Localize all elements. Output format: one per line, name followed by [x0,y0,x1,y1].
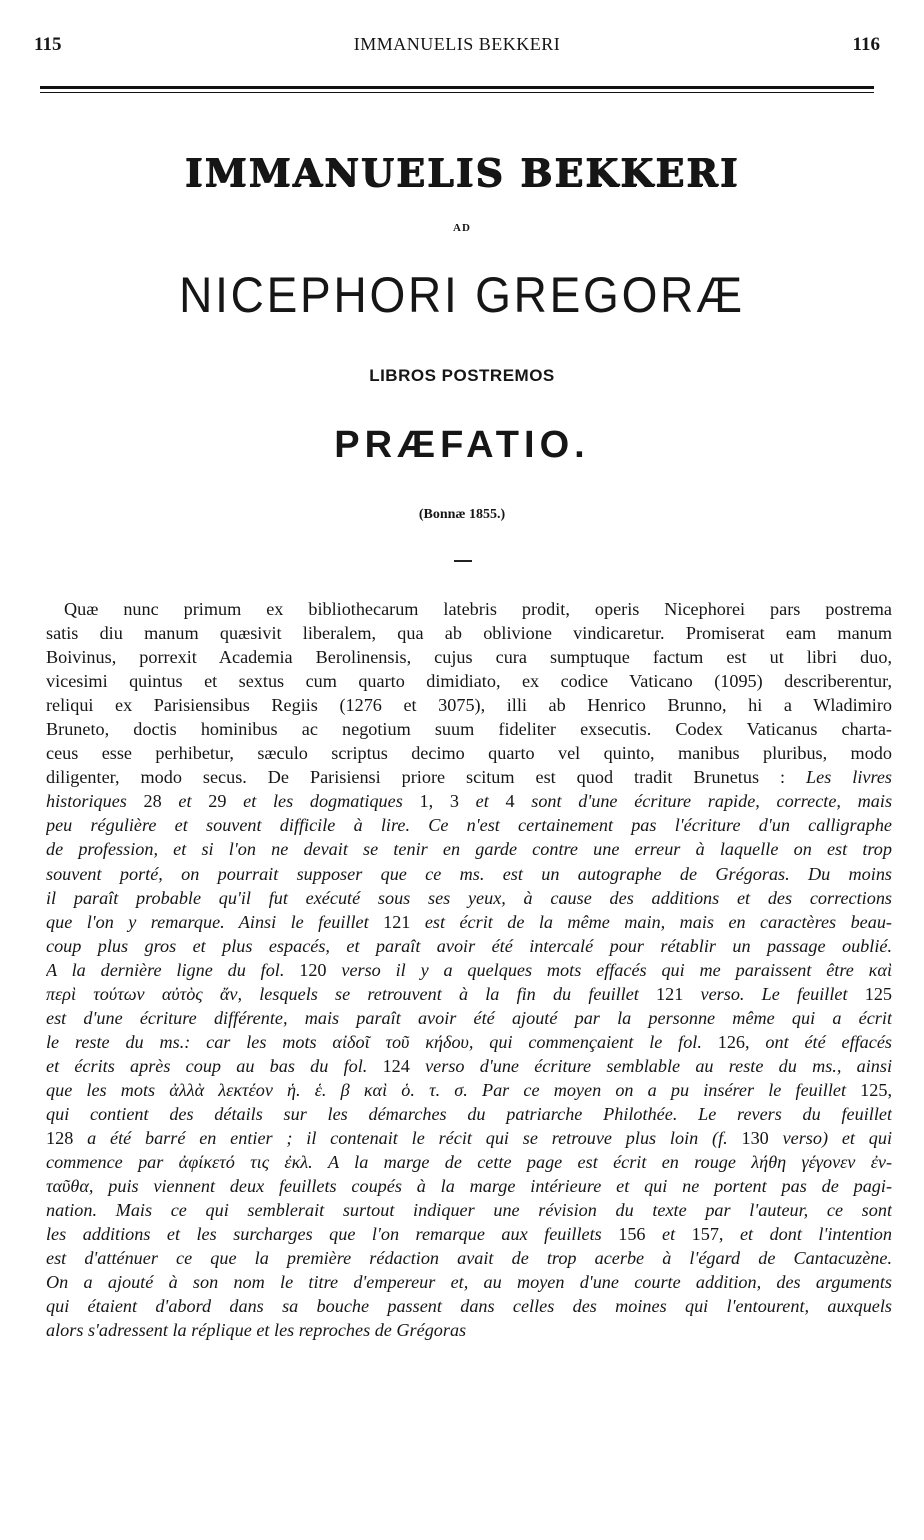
roman-segment: 124 [367,1055,426,1076]
text-line [46,693,892,717]
italic-segment: A la dernière ligne du fol. [46,959,285,980]
italic-segment: et dont l'intention [739,1224,892,1245]
text-line [46,1078,892,1102]
title-praefatio: PRÆFATIO. [334,424,590,466]
title-author: IMMANUELIS BEKKERI [184,150,740,195]
italic-segment: ont été effacés [765,1031,892,1052]
italic-segment: alors s'adressent la réplique et les reproches de Grégoras [46,1320,467,1341]
roman-segment: 121 [638,983,701,1004]
text-line [46,621,892,645]
text-line [46,597,892,621]
roman-segment: 120 [284,959,342,980]
text-line [46,741,892,765]
italic-segment: a été barré en entier ; il contenait le récit qui se retrouve plus loin (f. [87,1128,728,1149]
italic-segment: et [662,1224,676,1245]
italic-segment: sont d'une écriture rapide, correcte, mais [531,791,892,812]
roman-segment: 130 [727,1128,783,1149]
roman-segment: ceus esse perhibetur, sæculo scriptus decimo quarto vel quinto, manibus pluribus, modo [46,743,892,764]
roman-segment: 157, [675,1224,740,1245]
italic-segment: verso il y a quelques mots effacés qui me paraissent être καὶ [341,959,892,980]
italic-segment: peu régulière et souvent difficile à lire. Ce n'est certainement pas l'écriture d'un calligraphe [46,815,892,836]
italic-segment: coup plus gros et plus espacés, et paraît avoir été intercalé pour rétablir un passage oublié. [46,935,892,956]
roman-segment: 121 [368,911,425,932]
italic-segment: et les dogmatiques [243,791,403,812]
roman-segment: 4 [488,791,532,812]
text-line [46,910,892,934]
text-line [46,765,892,789]
roman-segment: 28 [126,791,179,812]
text-line [46,645,892,669]
title-ad: AD [453,222,471,234]
roman-segment: 125 [847,983,892,1004]
text-line [46,886,892,910]
section-dash [454,560,472,562]
roman-segment: 125, [846,1079,892,1100]
text-line [46,1246,892,1270]
text-line [46,1270,892,1294]
text-line [46,669,892,693]
text-line [46,1030,892,1054]
text-line [46,1318,892,1342]
italic-segment: commence par ἀφίκετό τις ἐκλ. A la marge de cette page est écrit en rouge λήθη γέγονεν ἐν- [46,1152,892,1173]
italic-segment: les additions et les surcharges que l'on remarque aux feuillets [46,1224,602,1245]
italic-segment: est écrit de la même main, mais en caractères beau- [424,911,892,932]
italic-segment: nation. Mais ce qui semblerait surtout indiquer une révision du texte par l'auteur, ce sont [46,1200,892,1221]
italic-segment: de profession, et si l'on ne devait se tenir en garde contre une erreur à laquelle on est trop [46,839,892,860]
title-libros: LIBROS POSTREMOS [369,366,555,385]
italic-segment: est d'atténuer ce que la première rédaction avait de trop acerbe à l'égard de Cantacuzène. [46,1248,892,1269]
italic-segment: que l'on y remarque. Ainsi le feuillet [46,911,369,932]
roman-segment: 29 [191,791,244,812]
roman-segment: Bruneto, doctis hominibus ac negotium suum fideliter exsecutis. Codex Vaticanus charta- [46,719,892,740]
text-line [46,862,892,886]
dateline: (Bonnæ 1855.) [418,507,506,522]
italic-segment: et [475,791,489,812]
text-line [46,1102,892,1126]
text-line [46,837,892,861]
running-head [34,34,880,60]
text-line [46,1150,892,1174]
text-line [46,1006,892,1030]
title-subject: NICEPHORI GREGORÆ [179,267,745,323]
text-line [46,813,892,837]
italic-segment: Les livres [806,767,892,788]
running-head-title: IMMANUELIS BEKKERI [353,34,561,54]
header-rule-thin [40,92,874,93]
italic-segment: verso d'une écriture semblable au reste du ms., ainsi [425,1055,892,1076]
text-line [46,1198,892,1222]
roman-segment: diligenter, modo secus. De Parisiensi priore scitum est quod tradit Brunetus : [46,767,807,788]
italic-segment: est d'une écriture différente, mais paraît avoir été ajouté par la personne même qui a écrit [46,1007,892,1028]
roman-segment: Quæ nunc primum ex bibliothecarum latebris prodit, operis Nicephorei pars postrema [64,599,892,619]
text-line [46,1126,892,1150]
italic-segment: le reste du ms.: car les mots αἰδοῖ τοῦ κήδου, qui commençaient le fol. [46,1031,702,1052]
roman-segment: 128 [46,1128,88,1149]
text-line [46,1294,892,1318]
roman-segment: satis diu manum quæsivit liberalem, qua ab oblivione vindicaretur. Promiserat eam manum [46,623,892,644]
italic-segment: qui contient des détails sur les démarches du patriarche Philothée. Le revers du feuillet [46,1103,892,1124]
body-paragraph [46,597,892,1342]
roman-segment: vicesimi quintus et sextus cum quarto dimidiato, ex codice Vaticano (1095) describerentur, [46,671,892,692]
text-line [46,789,892,813]
italic-segment: On a ajouté à son nom le titre d'empereur et, au moyen d'une courte addition, des arguments [46,1272,892,1293]
text-line [46,934,892,958]
right-page-number: 116 [852,34,880,55]
text-line [46,1174,892,1198]
italic-segment: et [178,791,192,812]
italic-segment: et écrits après coup au bas du fol. [46,1055,368,1076]
italic-segment: il paraît probable qu'il fut exécuté sous ses yeux, à cause des additions et des corrections [46,887,892,908]
italic-segment: qui étaient d'abord dans sa bouche passent dans celles des moines qui l'entourent, auxquels [46,1296,892,1317]
italic-segment: souvent porté, on pourrait supposer que ce ms. est un autographe de Grégoras. Du moins [46,863,892,884]
italic-segment: historiques [46,791,127,812]
text-line [46,958,892,982]
header-rule-thick [40,86,874,89]
italic-segment: ταῦθα, puis viennent deux feuillets coupés à la marge intérieure et qui ne portent pas de pagi- [46,1176,892,1197]
italic-segment: verso. Le feuillet [700,983,848,1004]
roman-segment: 1, 3 [402,791,476,812]
text-line [46,717,892,741]
roman-segment: 156 [601,1224,662,1245]
roman-segment: Boivinus, porrexit Academia Berolinensis, cujus cura sumptuque factum est ut libri duo, [46,647,892,668]
roman-segment: reliqui ex Parisiensibus Regiis (1276 et 3075), illi ab Henrico Brunno, hi a Wladimiro [46,695,892,716]
text-line [46,982,892,1006]
text-line [46,1222,892,1246]
italic-segment: que les mots ἀλλὰ λεκτέον ἡ. ἑ. β καὶ ὁ. τ. σ. Par ce moyen on a pu insérer le feuillet [46,1079,847,1100]
left-page-number: 115 [34,34,62,55]
roman-segment: 126, [701,1031,766,1052]
italic-segment: περὶ τούτων αὐτὸς ἄν, lesquels se retrouvent à la fin du feuillet [46,983,639,1004]
italic-segment: verso) et qui [782,1128,892,1149]
text-line [46,1054,892,1078]
